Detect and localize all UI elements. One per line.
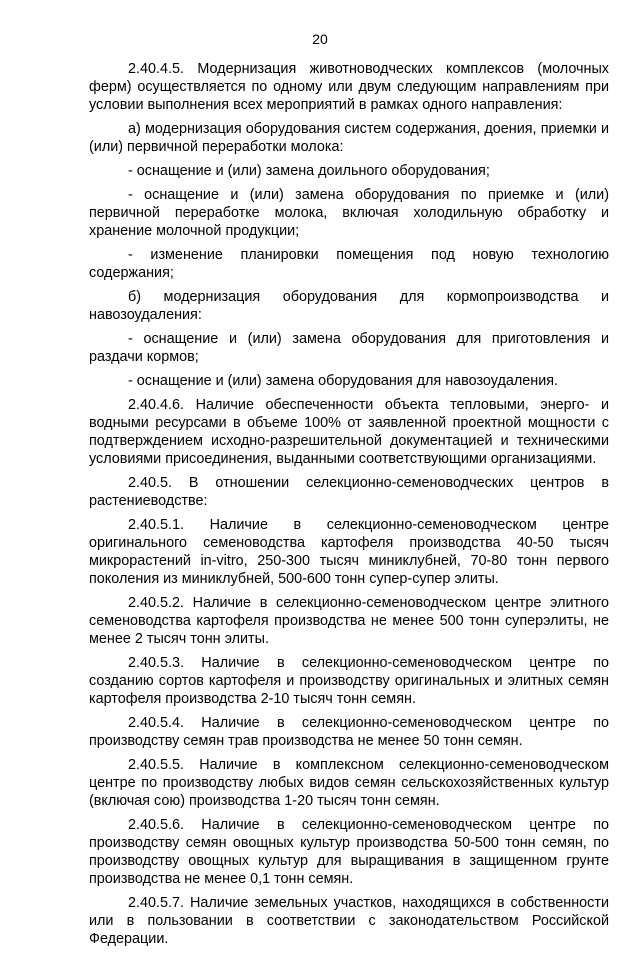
page-number: 20 [312, 31, 328, 47]
paragraph-2-40-5-7: 2.40.5.7. Наличие земельных участков, находящихся в собственности или в пользовании в соответствии с законодательством Российской Федерации. [89, 895, 609, 947]
paragraph-2-40-5: 2.40.5. В отношении селекционно-семеноводческих центров в растениеводстве: [89, 475, 609, 509]
paragraph-2-40-4-6: 2.40.4.6. Наличие обеспеченности объекта тепловыми, энерго- и водными ресурсами в объеме 100% от заявленной проектной мощности с подтверждением исходно-разрешительной документацией и техническими условиями присоединения, выданными соответствующими организациями. [89, 397, 609, 467]
paragraph-item-a: а) модернизация оборудования систем содержания, доения, приемки и (или) первичной переработки молока: [89, 121, 609, 155]
list-item-manure-equipment: - оснащение и (или) замена оборудования для навозоудаления. [128, 373, 559, 389]
paragraph-2-40-4-5: 2.40.4.5. Модернизация животноводческих комплексов (молочных ферм) осуществляется по одному или двум следующим направлениям при условии выполнения всех мероприятий в рамках одного направления: [89, 61, 609, 113]
paragraph-2-40-5-4: 2.40.5.4. Наличие в селекционно-семеноводческом центре по производству семян трав производства не менее 50 тонн семян. [89, 715, 609, 749]
list-item-milking-equipment: - оснащение и (или) замена доильного оборудования; [128, 163, 490, 179]
list-item-premises-layout: - изменение планировки помещения под новую технологию содержания; [89, 247, 609, 281]
paragraph-item-b: б) модернизация оборудования для кормопроизводства и навозоудаления: [89, 289, 609, 323]
paragraph-2-40-5-1: 2.40.5.1. Наличие в селекционно-семеноводческом центре оригинального семеноводства картофеля производства 40-50 тысяч микрорастений in-vitro, 250-300 тысяч миниклубней, 70-80 тонн первого поколения из миниклубней, 500-600 тонн супер-супер элиты. [89, 517, 609, 587]
paragraph-2-40-5-5: 2.40.5.5. Наличие в комплексном селекционно-семеноводческом центре по производству любых видов семян сельскохозяйственных культур (включая сою) производства 1-20 тысяч тонн семян. [89, 757, 609, 809]
paragraph-2-40-5-2: 2.40.5.2. Наличие в селекционно-семеноводческом центре элитного семеноводства картофеля производства не менее 500 тонн суперэлиты, не менее 2 тысяч тонн элиты. [89, 595, 609, 647]
paragraph-2-40-5-3: 2.40.5.3. Наличие в селекционно-семеноводческом центре по созданию сортов картофеля и производству оригинальных и элитных семян картофеля производства 2-10 тысяч тонн семян. [89, 655, 609, 707]
list-item-milk-processing-equipment: - оснащение и (или) замена оборудования по приемке и (или) первичной переработке молока, включая холодильную обработку и хранение молочной продукции; [89, 187, 609, 239]
list-item-feed-equipment: - оснащение и (или) замена оборудования для приготовления и раздачи кормов; [89, 331, 609, 365]
paragraph-2-40-5-6: 2.40.5.6. Наличие в селекционно-семеноводческом центре по производству семян овощных культур производства 50-500 тонн семян, по производству овощных культур для выращивания в защищенном грунте производства не менее 0,1 тонн семян. [89, 817, 609, 887]
document-body [89, 60, 609, 954]
